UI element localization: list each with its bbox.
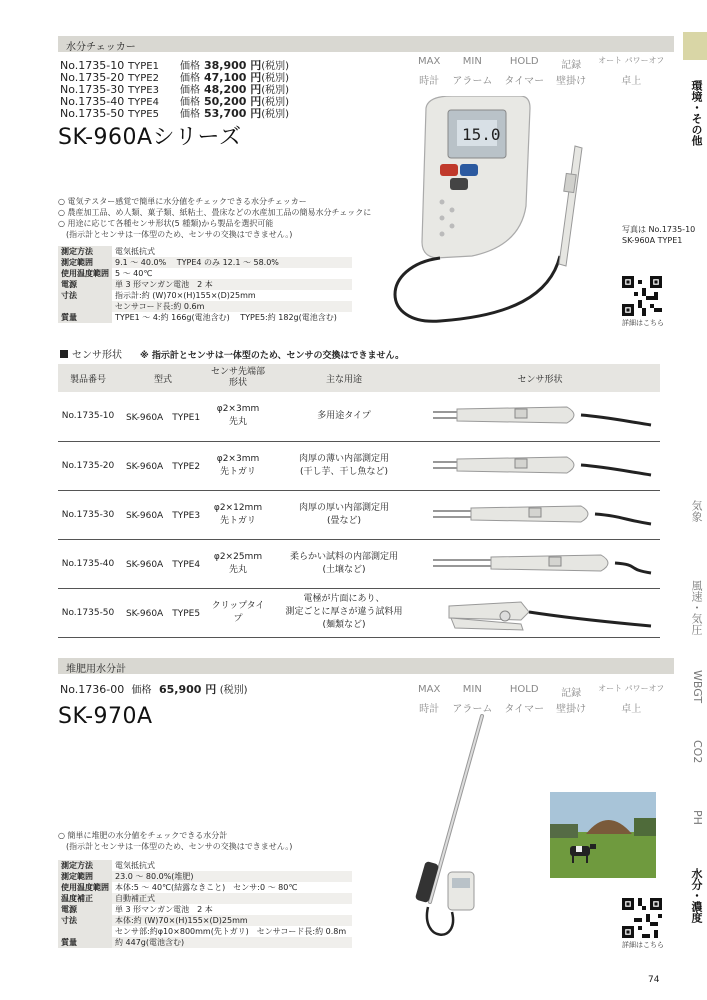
feature-wall-mount: 壁掛け [556,76,587,87]
cell-main-use: 多用途タイプ [268,392,420,441]
device-button-dark [450,178,468,190]
spec-key: 使用温度範囲 [58,268,112,279]
sensor-shape-heading [60,346,404,361]
price-value: 47,100 円 [204,71,262,84]
table-header-row [58,364,660,392]
cell-main-use: 肉厚の厚い内部測定用 (畳など) [268,490,420,539]
spec-key [58,301,112,312]
spec-key: 温度補正 [58,893,112,904]
spec-value: 単 3 形マンガン電池 2 本 [115,905,213,914]
field-photo [550,792,656,878]
product-number: No.1736-00 [60,683,125,696]
spec-row [58,290,352,301]
spec-key: 電源 [58,904,112,915]
spec-row [58,926,352,937]
product-type: TYPE5 [128,109,159,120]
spec-key: 電源 [58,279,112,290]
side-nav-item[interactable]: WBGT [691,670,704,704]
spec-key: 寸法 [58,915,112,926]
price-value: 48,200 円 [204,83,262,96]
price-tax: (税別) [261,73,290,84]
section-banner-moisture-checker [58,36,674,52]
spec-value: 約 447g(電池含む) [112,937,352,948]
cell-sensor-shape [420,490,660,539]
spec-key: 寸法 [58,290,112,301]
side-nav-item[interactable]: PH [691,810,704,825]
sensor-heading-text: センサ形状 [72,350,122,361]
spec-row [58,871,352,882]
spec-key: 測定方法 [58,246,112,257]
price-label: 価格 [131,685,152,696]
spec-value: 指示計:約 (W)70×(H)155×(D)25mm [115,291,256,300]
feature-timer: タイマー [504,704,545,715]
spec-key: 測定方法 [58,860,112,871]
sensor-cord [395,256,560,321]
feature-alarm: アラーム [452,76,493,87]
table-row [58,539,660,588]
square-bullet-icon [60,350,68,358]
product-type: TYPE2 [128,73,159,84]
feature-record: 記録 [561,688,582,699]
header-product-no: 製品番号 [58,364,118,392]
price-label: 価格 [180,85,200,96]
price-tax: (税別) [261,109,290,120]
feature-hold: HOLD [509,684,539,695]
spec-table-sk960a [58,246,352,323]
spec-key: 測定範囲 [58,257,112,268]
spec-row [58,246,352,257]
bullet-item: ○ 農産加工品、め⼈類、菓子類、紙粘土、畳床などの水産加工品の簡易水分チェックに [58,208,372,217]
cell-tip-shape: φ2×25mm 先丸 [208,539,268,588]
device-button-red [440,164,458,176]
qr-caption[interactable]: 詳細はこちら [622,319,664,327]
product-number: No.1735-50 [60,107,125,120]
feature-min: MIN [462,56,482,67]
feature-clock: 時計 [419,76,440,87]
spec-row [58,893,352,904]
page-number: 74 [648,975,660,985]
cell-model: SK-960A TYPE4 [118,539,208,588]
feature-bullets-2 [58,830,292,852]
section-title: 水分チェッカー [66,42,136,53]
price-label: 価格 [180,109,200,120]
side-nav-item[interactable]: 気象 [690,500,703,522]
spec-key: 質量 [58,312,112,323]
feature-icons-1 [418,56,676,87]
section-banner-compost [58,658,674,674]
section-title: 堆肥用水分計 [66,664,126,675]
price-label: 価格 [180,73,200,84]
spec-value: 5 ～ 40℃ [115,269,153,278]
side-nav-item[interactable]: 水分・濃度 [690,868,703,923]
sensor-cord [427,907,453,935]
spec-row [58,268,352,279]
price-label: 価格 [180,97,200,108]
feature-wall-mount: 壁掛け [556,704,587,715]
sensor-probe [559,146,582,266]
cell-tip-shape: φ2×3mm 先丸 [208,392,268,441]
cell-sensor-shape [420,539,660,588]
product-type: TYPE1 [128,61,159,72]
table-row [58,441,660,490]
spec-table-sk970a [58,860,352,948]
price-tax: (税別) [261,61,290,72]
header-tip-shape: センサ先端部 形状 [208,364,268,392]
spec-value: センサコード長:約 0.6m [112,301,352,312]
cell-product-no: No.1735-10 [58,392,118,441]
spec-row [58,904,352,915]
feature-desktop: 卓上 [621,704,642,715]
spec-key: 使用温度範囲 [58,882,112,893]
table-row [58,588,660,637]
table-row [58,392,660,441]
spec-row [58,937,352,948]
header-main-use: 主な用途 [268,364,420,392]
photo-caption [622,224,695,246]
price-value: 65,900 円 [159,683,217,696]
bullet-item: (指示計とセンサは一体型のため、センサの交換はできません。) [58,230,293,239]
sensor-shape-drawing [425,443,655,489]
sensor-shape-drawing [425,492,655,538]
spec-value: 9.1 ～ 40.0% TYPE4 のみ 12.1 ～ 58.0% [112,257,352,268]
spec-value: 電気抵抗式 [115,861,155,870]
spec-row [58,915,352,926]
side-nav-item[interactable]: 風速・気圧 [690,580,703,635]
cell-model: SK-960A TYPE2 [118,441,208,490]
feature-hold: HOLD [509,56,539,67]
product-line-sk970a [60,684,248,696]
feature-icons-2 [418,684,676,715]
feature-timer: タイマー [504,76,545,87]
series-title-sk960a: SK-960Aシリーズ [58,125,242,150]
bullet-item: ○ 簡単に堆肥の水分値をチェックできる水分計 [58,831,228,840]
side-nav-item[interactable]: CO2 [691,740,704,764]
spec-key: 測定範囲 [58,871,112,882]
cell-sensor-shape [420,588,660,637]
spec-value: センサ部:約φ10×800mm(先トガリ) センサコード長:約 0.8m [115,927,347,936]
product-number: No.1735-30 [60,83,125,96]
feature-max: MAX [418,684,441,695]
cell-model: SK-960A TYPE1 [118,392,208,441]
caption-line: 写真は No.1735-10 [622,225,696,234]
bullet-item: ○ 用途に応じて各種センサ形状(5 種類)から製品を選択可能 [58,219,274,228]
cell-model: SK-960A TYPE3 [118,490,208,539]
spec-row [58,301,352,312]
spec-row [58,882,352,893]
qr-caption[interactable]: 詳細はこちら [622,941,664,949]
device-photo-sk960a [360,96,590,326]
spec-value: 23.0 ～ 80.0%(堆肥) [112,871,352,882]
sensor-shape-drawing [425,393,655,439]
cell-product-no: No.1735-20 [58,441,118,490]
spec-row [58,257,352,268]
device-button-blue [460,164,478,176]
bullet-item: (指示計とセンサは一体型のため、センサの交換はできません。) [58,842,293,851]
sensor-shape-table [58,364,660,638]
spec-row [58,860,352,871]
cell-product-no: No.1735-30 [58,490,118,539]
price-tax: (税別) [261,97,290,108]
header-sensor-shape: センサ形状 [420,364,660,392]
cell-main-use: 柔らかい試料の内部測定用 (土壌など) [268,539,420,588]
sensor-note: ※ 指示計とセンサは一体型のため、センサの交換はできません。 [140,351,405,361]
price-value: 53,700 円 [204,107,262,120]
spec-key: 質量 [58,937,112,948]
spec-value: 自動補正式 [112,893,352,904]
cell-main-use: 電極が片面にあり、 測定ごとに厚さが違う試料用 (麺類など) [268,588,420,637]
meter-body [448,872,474,910]
cell-tip-shape: φ2×3mm 先トガリ [208,441,268,490]
sensor-shape-drawing [425,541,655,587]
spec-row [58,279,352,290]
spec-value: TYPE1 ～ 4:約 166g(電池含む) TYPE5:約 182g(電池含む) [115,313,337,322]
feature-auto-off: オート パワーオフ [598,684,665,693]
spec-value: 電気抵抗式 [115,247,155,256]
price-tax: (税別) [261,85,290,96]
device-reading: 15.0 [462,125,501,144]
feature-bullets-1 [58,196,371,240]
feature-record: 記録 [561,60,582,71]
qr-code-icon[interactable] [622,276,662,316]
sensor-shape-drawing [425,590,655,636]
spec-value: 本体:5 ～ 40℃(結露なきこと) センサ:0 ～ 80℃ [115,883,298,892]
feature-alarm: アラーム [452,704,493,715]
price-tax: (税別) [219,685,248,696]
product-type: TYPE4 [128,97,159,108]
cell-model: SK-960A TYPE5 [118,588,208,637]
cell-tip-shape: クリップタイプ [208,588,268,637]
feature-clock: 時計 [419,704,440,715]
product-number: No.1735-10 [60,59,125,72]
cell-sensor-shape [420,441,660,490]
price-label: 価格 [180,61,200,72]
grass [550,832,656,878]
feature-auto-off: オート パワーオフ [598,56,665,65]
side-tab-marker [683,32,707,60]
cell-sensor-shape [420,392,660,441]
feature-max: MAX [418,56,441,67]
spec-row [58,312,352,323]
product-type: TYPE3 [128,85,159,96]
feature-min: MIN [462,684,482,695]
device-photo-sk970a [390,712,510,952]
spec-key [58,926,112,937]
table-row [58,490,660,539]
series-title-sk970a: SK-970A [58,704,153,729]
price-value: 50,200 円 [204,95,262,108]
price-value: 38,900 円 [204,59,262,72]
qr-code-icon[interactable] [622,898,662,938]
side-nav-item[interactable]: 環境・その他 [690,80,703,146]
feature-desktop: 卓上 [621,76,642,87]
product-number: No.1735-20 [60,71,125,84]
product-number: No.1735-40 [60,95,125,108]
bullet-item: ○ 電気テスター感覚で簡単に水分値をチェックできる水分チェッカー [58,197,307,206]
cell-main-use: 肉厚の薄い内部測定用 (干し芋、干し魚など) [268,441,420,490]
cell-tip-shape: φ2×12mm 先トガリ [208,490,268,539]
caption-line: SK-960A TYPE1 [622,236,683,245]
header-model: 型式 [118,364,208,392]
spec-value: 単 3 形マンガン電池 2 本 [112,279,352,290]
product-line [60,108,289,120]
spec-value: 本体:約 (W)70×(H)155×(D)25mm [112,915,352,926]
cell-product-no: No.1735-40 [58,539,118,588]
cell-product-no: No.1735-50 [58,588,118,637]
